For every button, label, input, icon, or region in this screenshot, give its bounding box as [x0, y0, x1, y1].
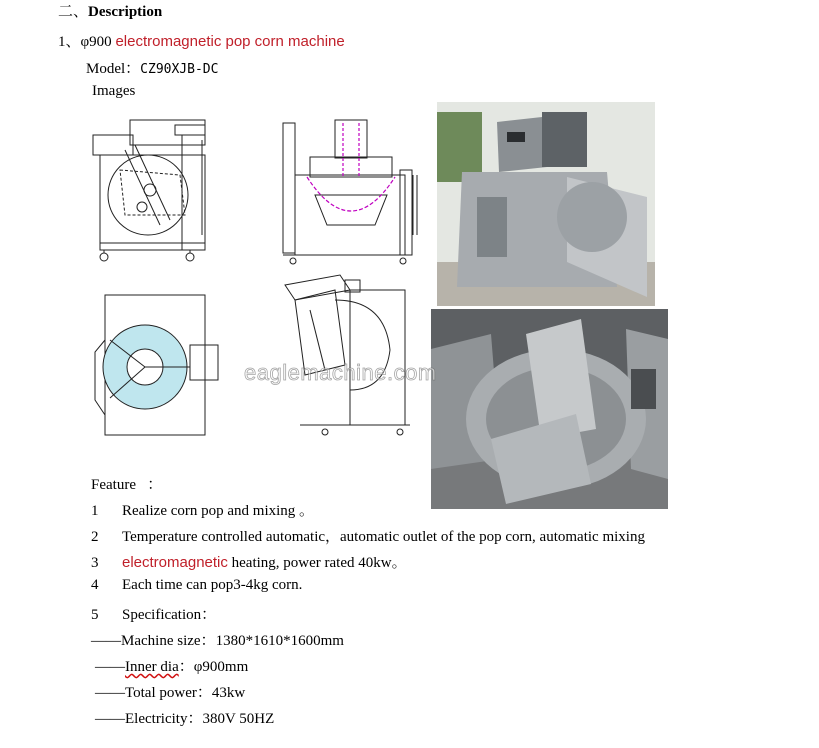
- feature-number: 2: [91, 529, 99, 545]
- feature-text: heating, power rated 40kw。: [227, 555, 407, 571]
- feature-colon: ：: [147, 477, 163, 493]
- feature-item: [91, 525, 645, 546]
- feature-number: 3: [91, 555, 99, 571]
- spec-label: Total power：: [125, 685, 212, 701]
- machine-photo-top: [431, 309, 668, 509]
- spec-row: [91, 629, 344, 650]
- model-value: CZ90XJB-DC: [140, 62, 219, 77]
- top-view-drawing: [90, 290, 220, 440]
- spec-value: 1380*1610*1600mm: [215, 633, 344, 649]
- spec-row: [95, 681, 245, 702]
- images-label: Images: [92, 83, 136, 99]
- spec-dash: ——: [91, 633, 121, 649]
- model-label: Model：: [86, 61, 141, 77]
- section-heading: [58, 0, 162, 21]
- product-title: [58, 30, 345, 51]
- side-view-drawing: [90, 115, 220, 270]
- spec-dash: ——: [95, 711, 125, 727]
- feature-text: Specification：: [122, 607, 217, 623]
- model-line: [86, 57, 218, 78]
- feature-number: 4: [91, 577, 99, 593]
- spec-value: 43kw: [211, 685, 246, 701]
- feature-item: [91, 499, 314, 520]
- item-name: electromagnetic pop corn machine: [115, 33, 345, 50]
- feature-text: Temperature controlled automatic，automatic outlet of the pop corn, automatic mixing: [122, 529, 645, 545]
- machine-photo-front: [437, 102, 655, 306]
- feature-item: [91, 603, 216, 624]
- spec-dash: ——: [95, 659, 125, 675]
- item-size: φ900: [80, 34, 112, 50]
- feature-item: [91, 577, 302, 594]
- spec-label: Machine size：: [121, 633, 216, 649]
- spec-dash: ——: [95, 685, 125, 701]
- spec-value: 380V 50HZ: [202, 711, 275, 727]
- watermark: eaglemachine.com: [244, 360, 437, 385]
- spec-value: φ900mm: [193, 659, 249, 675]
- section-title: Description: [88, 4, 163, 20]
- feature-label: Feature: [91, 477, 136, 493]
- spec-label: Electricity：: [125, 711, 203, 727]
- feature-number: 1: [91, 503, 99, 519]
- spec-label: ：: [178, 659, 194, 675]
- feature-item: [91, 551, 407, 572]
- feature-highlight: electromagnetic: [122, 554, 228, 571]
- feature-text: Each time can pop3-4kg corn.: [122, 577, 303, 593]
- front-view-drawing: [275, 115, 425, 270]
- feature-text: Realize corn pop and mixing 。: [122, 503, 315, 519]
- spec-label-wavy: Inner dia: [125, 659, 179, 675]
- item-index: 1、: [58, 34, 81, 50]
- tilted-view-drawing: [280, 270, 420, 445]
- spec-row: [95, 707, 274, 728]
- section-number: 二、: [58, 4, 89, 20]
- feature-number: 5: [91, 607, 99, 623]
- spec-row: [95, 655, 248, 676]
- feature-heading: [91, 473, 162, 494]
